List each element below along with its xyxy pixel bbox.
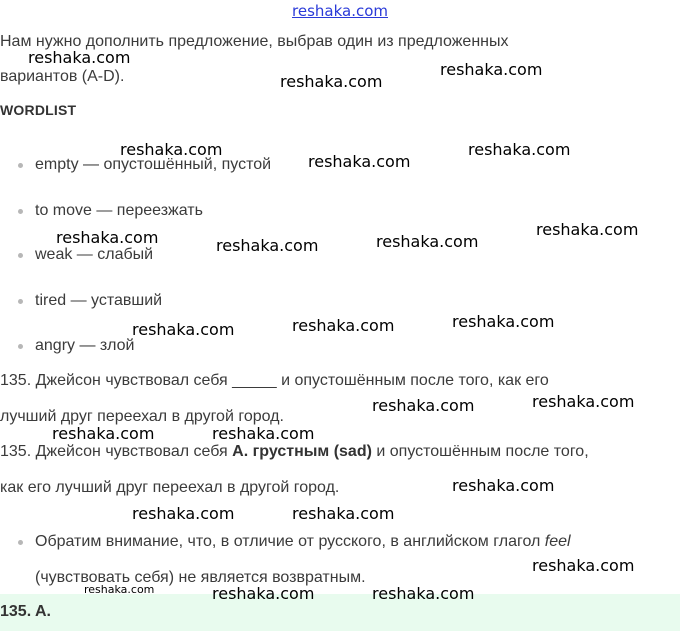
- answer-box: [0, 594, 680, 631]
- solution-suffix: и опустошённым после того,: [371, 443, 589, 460]
- watermark: reshaka.com: [532, 556, 635, 575]
- watermark: reshaka.com: [132, 320, 235, 339]
- solution-line-1: [0, 442, 589, 462]
- bullet-icon: [18, 299, 23, 304]
- bullet-icon: [18, 344, 23, 349]
- bullet-icon: [18, 540, 23, 545]
- intro-line-1: Нам нужно дополнить предложение, выбрав один из предложенных: [0, 33, 509, 50]
- question-line-2: лучший друг переехал в другой город.: [0, 408, 284, 425]
- watermark: reshaka.com: [212, 424, 315, 443]
- bullet-icon: [18, 209, 23, 214]
- list-item: tired — уставший: [35, 292, 163, 309]
- solution-answer: A. грустным (sad): [232, 443, 372, 460]
- watermark: reshaka.com: [536, 220, 639, 239]
- bullet-icon: [18, 253, 23, 258]
- watermark: reshaka.com: [372, 396, 475, 415]
- list-item: empty — опустошённый, пустой: [35, 156, 272, 173]
- watermark: reshaka.com: [440, 60, 543, 79]
- watermark: reshaka.com: [216, 236, 319, 255]
- list-item: angry — злой: [35, 337, 135, 354]
- intro-line-2: вариантов (A-D).: [0, 68, 125, 85]
- watermark: reshaka.com: [372, 584, 475, 603]
- note-line-1: [35, 532, 571, 552]
- watermark: reshaka.com: [452, 476, 555, 495]
- watermark: reshaka.com: [56, 228, 159, 247]
- watermark: reshaka.com: [132, 504, 235, 523]
- wordlist-heading: WORDLIST: [0, 102, 77, 118]
- watermark: reshaka.com: [120, 140, 223, 159]
- watermark: reshaka.com: [292, 316, 395, 335]
- list-item: to move — переезжать: [35, 202, 203, 219]
- watermark: reshaka.com: [468, 140, 571, 159]
- note-prefix: Обратим внимание, что, в отличие от русского, в английском глагол: [35, 533, 545, 550]
- watermark: reshaka.com: [308, 152, 411, 171]
- answer-text: 135. A.: [0, 603, 51, 620]
- watermark: reshaka.com: [452, 312, 555, 331]
- note-italic-word: feel: [544, 533, 571, 550]
- watermark: reshaka.com: [212, 584, 315, 603]
- watermark: reshaka.com: [28, 48, 131, 67]
- watermark: reshaka.com: [84, 583, 155, 596]
- solution-prefix: 135. Джейсон чувствовал себя: [0, 443, 233, 460]
- bullet-icon: [18, 163, 23, 168]
- note-line-2: (чувствовать себя) не является возвратным.: [35, 569, 366, 586]
- watermark: reshaka.com: [532, 392, 635, 411]
- watermark: reshaka.com: [376, 232, 479, 251]
- site-watermark-link[interactable]: reshaka.com: [292, 2, 388, 20]
- list-item: weak — слабый: [35, 246, 154, 263]
- watermark: reshaka.com: [280, 72, 383, 91]
- solution-line-2: как его лучший друг переехал в другой город.: [0, 479, 340, 496]
- watermark: reshaka.com: [292, 504, 395, 523]
- watermark: reshaka.com: [52, 424, 155, 443]
- question-line-1: 135. Джейсон чувствовал себя _____ и опустошённым после того, как его: [0, 372, 549, 389]
